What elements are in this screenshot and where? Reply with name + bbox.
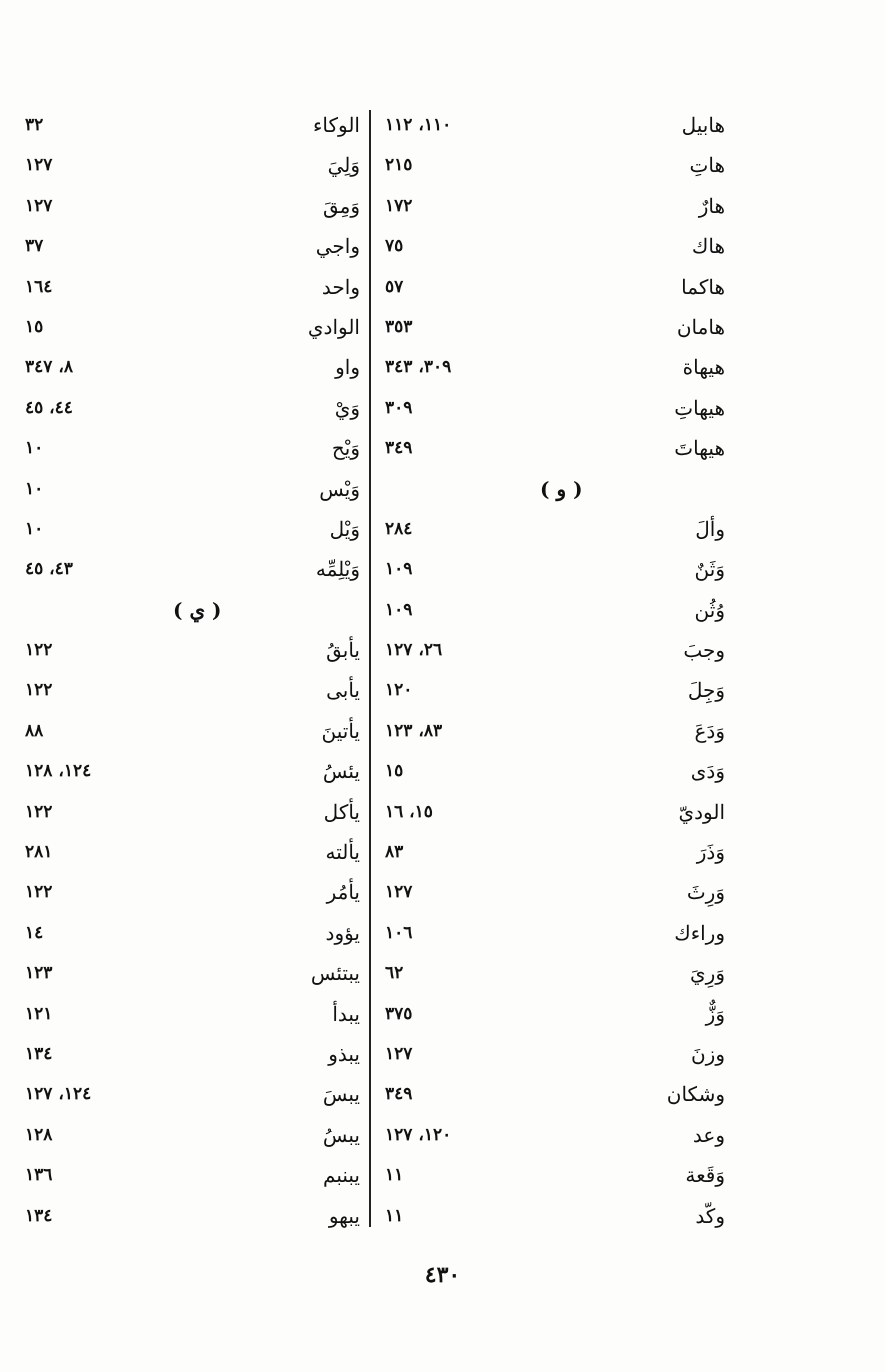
- page-number: ٤٣٠: [424, 1262, 461, 1288]
- entry-word: يبسَ: [322, 1082, 360, 1107]
- entry-word: يئسُ: [322, 759, 360, 784]
- index-entry: [25, 228, 360, 268]
- entry-page-refs: ١٠٩: [385, 599, 413, 620]
- index-entry: [385, 753, 725, 793]
- index-entry: [25, 874, 360, 914]
- index-entry: [385, 1157, 725, 1197]
- entry-word: هيهاتِ: [674, 395, 725, 420]
- entry-word: هاتِ: [689, 153, 725, 178]
- entry-word: يأمُر: [326, 880, 360, 905]
- index-entry: [25, 471, 360, 511]
- entry-word: وَرِثَ: [686, 880, 725, 905]
- index-entry: [25, 430, 360, 470]
- index-entry: [385, 874, 725, 914]
- index-entry: [25, 349, 360, 389]
- index-entry: [25, 834, 360, 874]
- index-entry: [25, 713, 360, 753]
- entry-word: الوكاء: [312, 113, 360, 137]
- index-entry: [385, 955, 725, 995]
- entry-page-refs: ١٢٠، ١٢٧: [385, 1124, 452, 1145]
- section-letter: ( و ): [540, 476, 583, 501]
- index-entry: [385, 794, 725, 834]
- entry-page-refs: ٨٣: [385, 842, 404, 863]
- entry-word: هابيل: [681, 113, 725, 137]
- entry-word: يألته: [325, 840, 360, 865]
- entry-page-refs: ١٣٤: [25, 1043, 53, 1064]
- entry-page-refs: ١٠: [25, 438, 44, 459]
- entry-word: يبدأ: [332, 1001, 360, 1026]
- entry-word: يبذو: [328, 1041, 360, 1066]
- entry-word: يبنبم: [323, 1163, 360, 1188]
- index-column-left: [25, 107, 360, 1238]
- entry-word: وَيْس: [319, 476, 360, 501]
- index-entry: [25, 1036, 360, 1076]
- entry-page-refs: ١١٠، ١١٢: [385, 115, 452, 135]
- entry-page-refs: ١٢٣: [25, 963, 53, 984]
- entry-page-refs: ١٢٢: [25, 640, 53, 661]
- entry-page-refs: ١٢٤، ١٢٨: [25, 761, 92, 782]
- entry-word: يأبقُ: [326, 638, 360, 663]
- entry-page-refs: ١٢٧: [385, 882, 413, 903]
- index-entry: [385, 228, 725, 268]
- index-entry: [385, 551, 725, 591]
- index-entry: [385, 511, 725, 551]
- entry-word: وَذَرَ: [696, 840, 725, 865]
- entry-page-refs: ٤٤، ٤٥: [25, 397, 73, 418]
- entry-page-refs: ٣٢: [25, 115, 44, 135]
- index-entry: [385, 632, 725, 672]
- entry-page-refs: ٤٣، ٤٥: [25, 559, 73, 580]
- entry-word: يبتئس: [310, 961, 360, 986]
- entry-page-refs: ٣٥٣: [385, 316, 413, 337]
- entry-page-refs: ٦٢: [385, 963, 404, 984]
- index-entry: [25, 753, 360, 793]
- entry-page-refs: ١٢٤، ١٢٧: [25, 1084, 92, 1105]
- entry-page-refs: ١٠: [25, 518, 44, 539]
- index-entry: [25, 107, 360, 147]
- index-entry: [385, 1036, 725, 1076]
- entry-word: وشكان: [666, 1082, 725, 1107]
- entry-word: الوديّ: [678, 799, 725, 824]
- entry-word: وزنَ: [690, 1041, 725, 1066]
- entry-page-refs: ١٢٢: [25, 680, 53, 701]
- entry-word: هاك: [691, 234, 725, 259]
- entry-word: وَثَنٌ: [694, 557, 725, 582]
- entry-page-refs: ٣٠٩: [385, 397, 413, 418]
- index-column-right: [385, 107, 725, 1238]
- entry-page-refs: ١٠٩: [385, 559, 413, 580]
- entry-word: وَيْ: [334, 395, 360, 420]
- entry-page-refs: ١٥، ١٦: [385, 801, 433, 822]
- index-entry: [25, 147, 360, 187]
- entry-word: وَلِيَ: [327, 153, 360, 178]
- entry-word: يبهو: [328, 1203, 360, 1228]
- entry-page-refs: ٨، ٣٤٧: [25, 357, 73, 378]
- entry-word: وَزٌّ: [705, 1001, 725, 1026]
- index-entry: [385, 147, 725, 187]
- index-entry: [25, 309, 360, 349]
- entry-word: الوادي: [307, 314, 360, 339]
- column-divider: [369, 110, 371, 1227]
- entry-page-refs: ١٧٢: [385, 195, 413, 216]
- entry-word: هيهاة: [682, 355, 725, 380]
- index-entry: [25, 996, 360, 1036]
- entry-page-refs: ٣٠٩، ٣٤٣: [385, 357, 452, 378]
- index-entry: [25, 955, 360, 995]
- entry-page-refs: ١٣٦: [25, 1165, 53, 1186]
- entry-page-refs: ١٠٦: [385, 922, 413, 943]
- entry-word: وَيْل: [329, 516, 360, 541]
- entry-page-refs: ١١: [385, 1165, 404, 1186]
- index-entry: [25, 1076, 360, 1116]
- entry-word: وألَ: [695, 516, 725, 541]
- index-entry: [385, 309, 725, 349]
- entry-word: وَجِلَ: [687, 678, 725, 703]
- entry-word: وجبَ: [683, 638, 725, 663]
- entry-page-refs: ١٥: [385, 761, 404, 782]
- entry-page-refs: ١٢٢: [25, 882, 53, 903]
- entry-word: وَيْح: [331, 436, 360, 461]
- entry-word: وَيْلِمِّه: [315, 557, 360, 582]
- index-entry: [25, 551, 360, 591]
- entry-word: وَقَعة: [685, 1163, 725, 1188]
- entry-page-refs: ٧٥: [385, 236, 404, 257]
- index-entry: [25, 794, 360, 834]
- entry-word: وَدَعَ: [694, 718, 725, 743]
- index-entry: [385, 1198, 725, 1238]
- index-entry: [25, 269, 360, 309]
- entry-page-refs: ١٢٧: [385, 1043, 413, 1064]
- entry-word: وعد: [692, 1122, 725, 1147]
- entry-word: هاكما: [681, 274, 725, 299]
- entry-word: واجي: [315, 234, 360, 259]
- entry-word: يبسُ: [322, 1122, 360, 1147]
- entry-page-refs: ١٢١: [25, 1003, 53, 1024]
- entry-page-refs: ١١: [385, 1205, 404, 1226]
- entry-word: هارٌ: [698, 193, 725, 218]
- index-entry: [385, 430, 725, 470]
- index-entry: [385, 188, 725, 228]
- index-entry: [25, 632, 360, 672]
- index-entry: [25, 672, 360, 712]
- entry-word: وكّد: [695, 1203, 725, 1228]
- index-entry: [385, 834, 725, 874]
- index-entry: [385, 107, 725, 147]
- entry-page-refs: ١٢٠: [385, 680, 413, 701]
- index-entry: [385, 1076, 725, 1116]
- entry-page-refs: ٣٤٩: [385, 438, 413, 459]
- entry-word: يأكل: [323, 799, 360, 824]
- entry-word: هامان: [676, 314, 725, 339]
- entry-word: وَدَى: [690, 759, 725, 784]
- entry-page-refs: ٢١٥: [385, 155, 413, 176]
- entry-word: وَرِيَ: [690, 961, 725, 986]
- index-entry: [385, 915, 725, 955]
- entry-word: وَمِقَ: [322, 193, 360, 218]
- index-entry: [385, 672, 725, 712]
- entry-page-refs: ٣٧٥: [385, 1003, 413, 1024]
- entry-page-refs: ٢٨٤: [385, 518, 413, 539]
- entry-page-refs: ٢٦، ١٢٧: [385, 640, 443, 661]
- entry-word: يأبى: [326, 678, 360, 703]
- entry-page-refs: ٥٧: [385, 276, 404, 297]
- index-entry: [385, 349, 725, 389]
- entry-page-refs: ٨٨: [25, 720, 44, 741]
- index-entry: [25, 390, 360, 430]
- entry-page-refs: ١٠: [25, 478, 44, 499]
- index-entry: [385, 713, 725, 753]
- entry-word: واو: [335, 355, 360, 380]
- entry-word: واحد: [321, 274, 360, 299]
- index-entry: [25, 188, 360, 228]
- index-entry: [385, 996, 725, 1036]
- entry-page-refs: ٣٧: [25, 236, 44, 257]
- index-entry: [25, 1117, 360, 1157]
- index-entry: [385, 592, 725, 632]
- index-entry: [25, 1198, 360, 1238]
- entry-word: يؤود: [325, 920, 360, 945]
- entry-word: هيهاتَ: [674, 436, 725, 461]
- index-entry: [385, 390, 725, 430]
- index-entry: [385, 269, 725, 309]
- index-entry: [25, 511, 360, 551]
- entry-page-refs: ١٢٨: [25, 1124, 53, 1145]
- index-entry: [25, 915, 360, 955]
- entry-page-refs: ١٦٤: [25, 276, 53, 297]
- entry-page-refs: ٣٤٩: [385, 1084, 413, 1105]
- entry-page-refs: ٨٣، ١٢٣: [385, 720, 443, 741]
- entry-page-refs: ٢٨١: [25, 842, 53, 863]
- index-entry: [385, 1117, 725, 1157]
- entry-page-refs: ١٢٧: [25, 195, 53, 216]
- entry-page-refs: ١٣٤: [25, 1205, 53, 1226]
- entry-page-refs: ١٢٧: [25, 155, 53, 176]
- entry-word: وراءك: [674, 920, 725, 945]
- section-letter: ( ي ): [173, 597, 222, 622]
- entry-word: يأتينَ: [321, 718, 360, 743]
- section-header: [25, 592, 360, 632]
- entry-page-refs: ١٥: [25, 316, 44, 337]
- entry-page-refs: ١٢٢: [25, 801, 53, 822]
- index-entry: [25, 1157, 360, 1197]
- section-header: [385, 471, 725, 511]
- entry-word: وُثُن: [694, 597, 725, 622]
- entry-page-refs: ١٤: [25, 922, 44, 943]
